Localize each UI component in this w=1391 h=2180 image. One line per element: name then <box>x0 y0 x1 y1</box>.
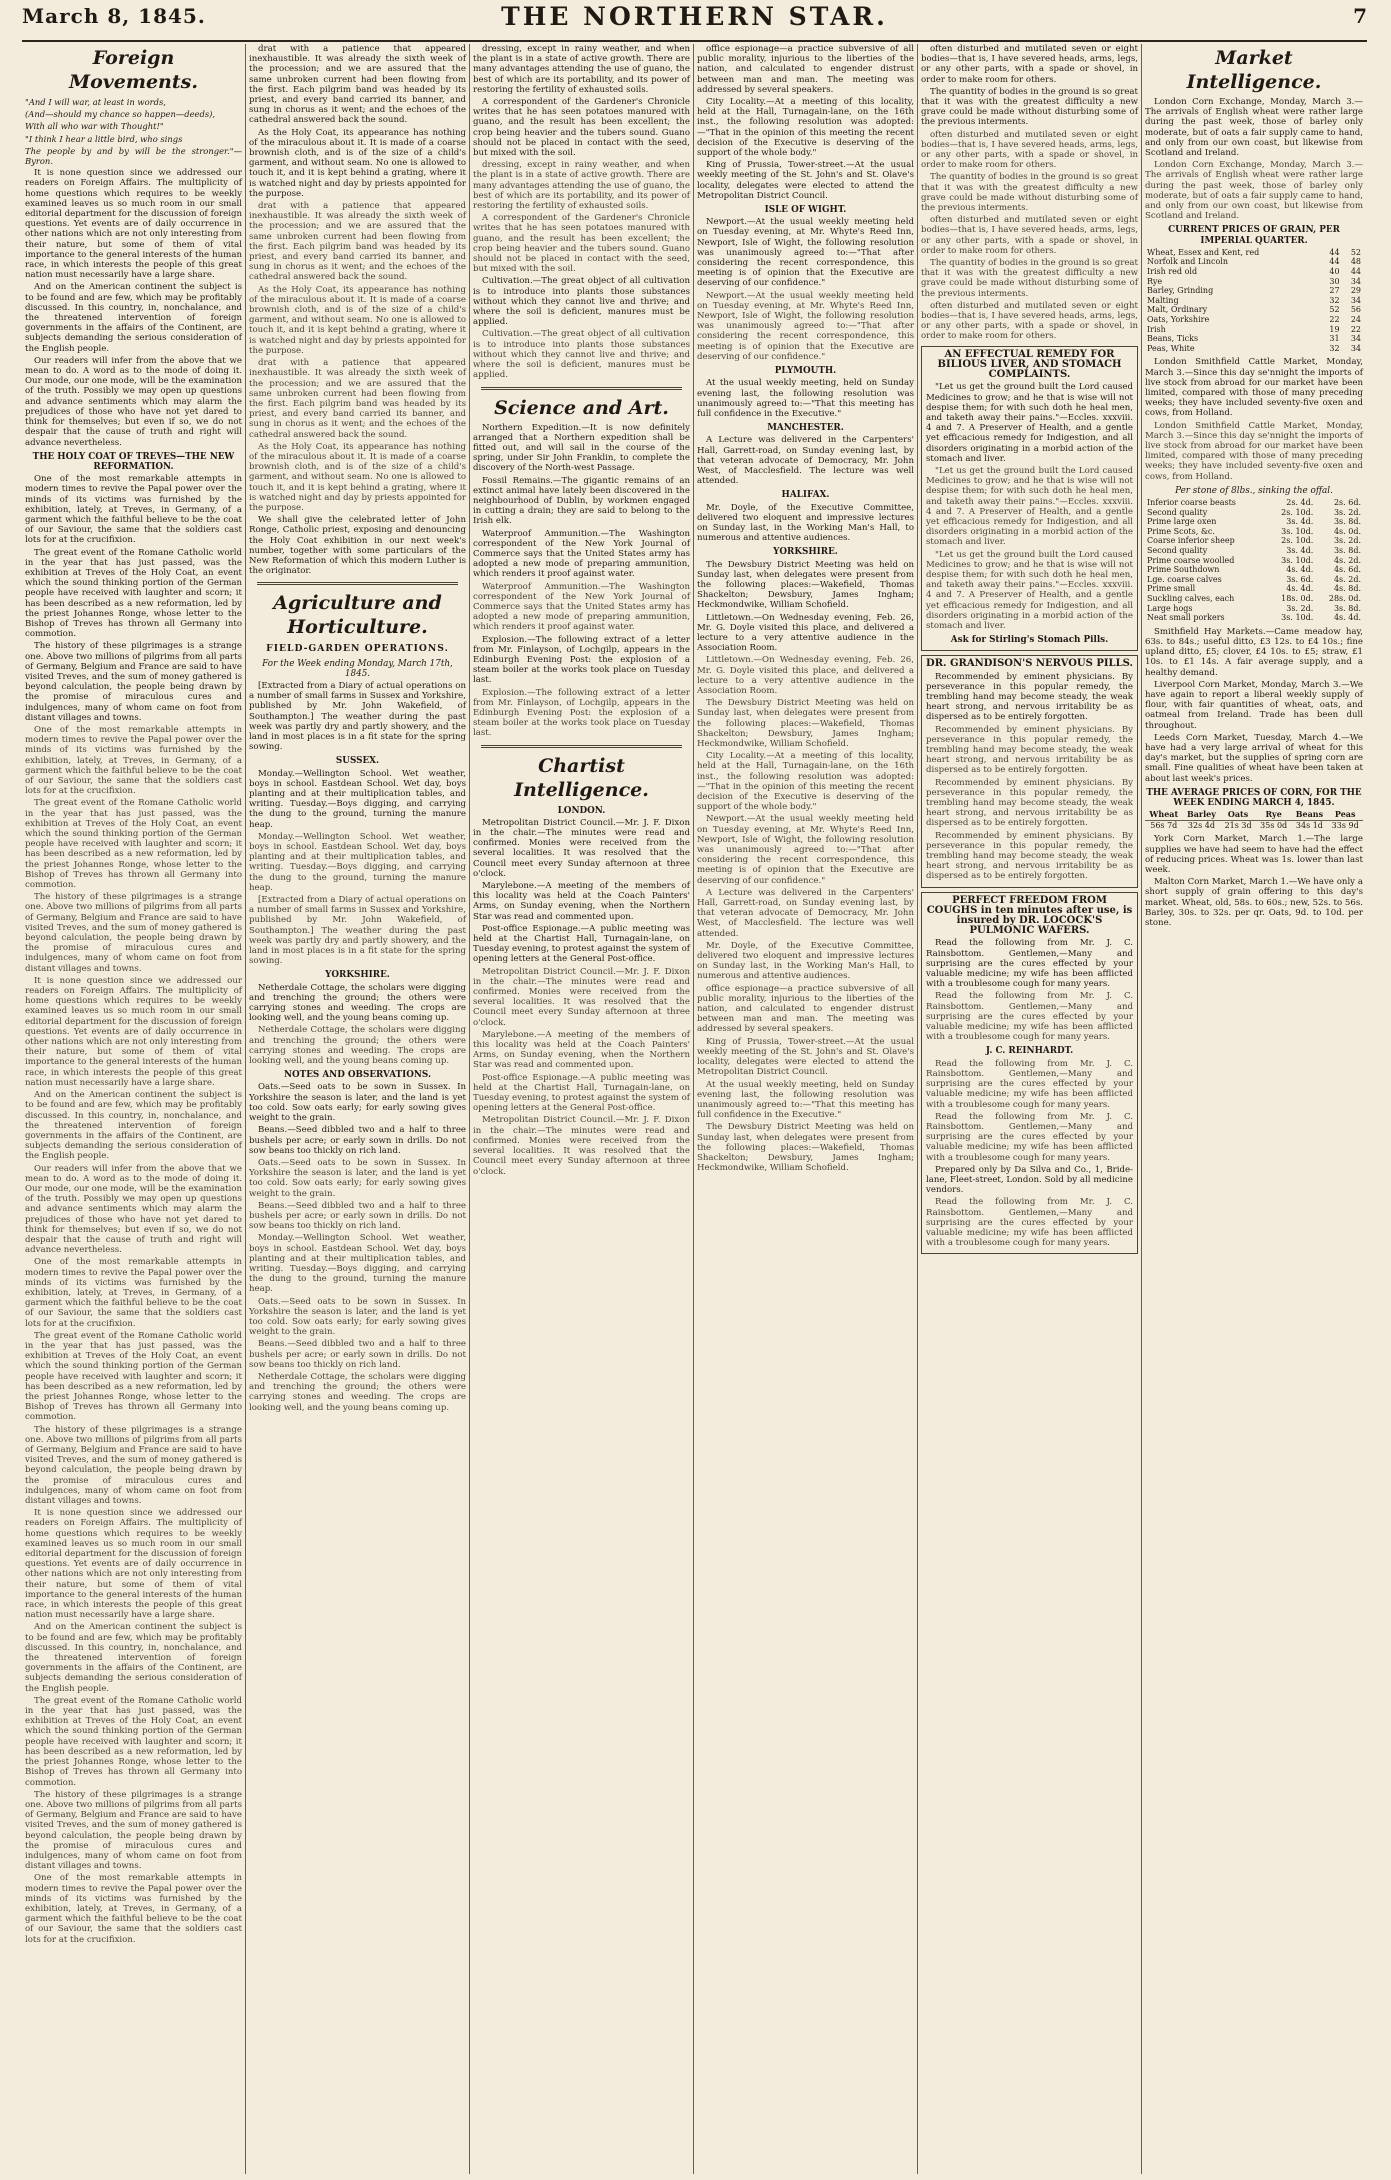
grain-row <box>1145 257 1363 267</box>
price-to: 44 <box>1350 267 1361 277</box>
article-paragraph: Northern Expedition.—It is now definitely arranged that a Northern expedition shall be fitted out, and will sail in the course of the spring, under Sir John Franklin, to complete the discovery of the North-west Passage. <box>473 422 690 474</box>
price-from: 44 <box>1329 257 1340 267</box>
article-paragraph: Liverpool Corn Market, Monday, March 3.—We have again to report a liberal weekly supply of flour, with fair quantities of wheat, oats, and oatmeal from Ireland. Trade has been dull throughout. <box>1145 679 1363 731</box>
price-to: 3s. 2d. <box>1333 507 1361 517</box>
grain-row <box>1145 277 1363 287</box>
section-divider <box>257 582 458 585</box>
article-paragraph: The quantity of bodies in the ground is so great that it was with the greatest difficulty a new grave could be made without disturbing some of the previous interments. <box>921 258 1138 299</box>
row-label: Prime large oxen <box>1147 517 1217 527</box>
article-paragraph: The history of these pilgrimages is a strange one. Above two millions of pilgrims from all parts of Germany, Belgium and France are said to have visited Treves, and the sum of money gathered is beyond calculation, the people being drawn by the promise of miraculous cures and indulgences, many of whom came on foot from distant villages and towns. <box>25 1424 242 1507</box>
article-paragraph: At the usual weekly meeting, held on Sunday evening last, the following resolution was unanimously agreed to:—"That this meeting has full confidence in the Executive." <box>697 378 914 419</box>
article-paragraph: Beans.—Seed dibbled two and a half to three bushels per acre; or early sown in drills. Do not sow beans too thickly on rich land. <box>249 1339 466 1370</box>
price-from: 4s. 4d. <box>1286 565 1314 575</box>
price-from: 40 <box>1329 267 1340 277</box>
county-heading: YORKSHIRE. <box>325 970 390 981</box>
average-value: 21s 3d <box>1224 820 1252 830</box>
price-from: 3s. 10d. <box>1281 555 1314 565</box>
price-from: 22 <box>1329 315 1340 324</box>
newspaper-page <box>22 44 1367 2174</box>
article-paragraph: London Corn Exchange, Monday, March 3.—The arrivals of English wheat were rather large during the past week, those of barley only moderate, but of oats a fair supply came to hand, and only from our own coast, but likewise from Scotland and Ireland. <box>1145 97 1363 159</box>
article-paragraph: [Extracted from a Diary of actual operations on a number of small farms in Sussex and Yorkshire, published by Mr. John Wakefield, of Southampton.] The weather during the past week was partly dry and partly showery, and the land in most places is in a fit state for the spring sowing. <box>249 680 466 753</box>
grain-row <box>1145 315 1363 325</box>
article-paragraph: As the Holy Coat, its appearance has nothing of the miraculous about it. It is made of a coarse brownish cloth, and is of the size of a child's garment, and without seam. No one is allowed to touch it, and it is kept behind a grating, where it is watched night and day by priests appointed for the purpose. <box>249 127 466 199</box>
price-to: 4s. 2d. <box>1333 574 1361 584</box>
article-paragraph: Explosion.—The following extract of a letter from Mr. Finlayson, of Lochgilp, appears in the Edinburgh Evening Post: the explosion of a steam boiler at the works took place on Tuesday last. <box>473 687 690 739</box>
article-paragraph: One of the most remarkable attempts in modern times to revive the Papal power over the minds of its victims was furnished by the exhibition, lately, at Treves, in Germany, of a garment which the faithful believe to be the coat of our Saviour, the same that the soldiers cast lots for at the crucifixion. <box>25 474 242 546</box>
advert-text: Read the following from Mr. J. C. Rainsbottom. Gentlemen,—Many and surprising are the cures effected by your valuable medicine; my wife has been afflicted with a troublesome cough for many years. <box>926 938 1133 990</box>
advert-title: DR. GRANDISON'S NERVOUS PILLS. <box>926 658 1133 670</box>
advert-text: Read the following from Mr. J. C. Rainsbottom. Gentlemen,—Many and surprising are the cures effected by your valuable medicine; my wife has been afflicted with a troublesome cough for many years. <box>926 1058 1133 1110</box>
column-3 <box>470 44 694 2174</box>
section-heading-market: Market Intelligence. <box>1186 47 1322 93</box>
article-paragraph: London Corn Exchange, Monday, March 3.—The arrivals of English wheat were rather large during the past week, those of barley only moderate, but of oats a fair supply came to hand, and only from our own coast, but likewise from Scotland and Ireland. <box>1145 160 1363 222</box>
cattle-row <box>1145 498 1363 508</box>
advert-nervous-pills <box>921 655 1138 887</box>
article-paragraph: One of the most remarkable attempts in modern times to revive the Papal power over the minds of its victims was furnished by the exhibition, lately, at Treves, in Germany, of a garment which the faithful believe to be the coat of our Saviour, the same that the soldiers cast lots for at the crucifixion. <box>25 724 242 797</box>
article-paragraph: dressing, except in rainy weather, and when the plant is in a state of active growth. There are many advantages attending the use of guano, the best of which are its portability, and its power of restoring the fertility of exhausted soils. <box>473 160 690 212</box>
article-paragraph: Waterproof Ammunition.—The Washington correspondent of the New York Journal of Commerce says that the United States army has adopted a new mode of preparing ammunition, which renders it proof against water. <box>473 581 690 633</box>
article-paragraph: City Locality.—At a meeting of this locality, held at the Hall, Turnagain-lane, on the 16th inst., the following resolution was adopted:—"That in the opinion of this meeting the recent decision of the Executive is deserving of the support of the whole body." <box>697 97 914 159</box>
advert-text: Read the following from Mr. J. C. Rainsbottom. Gentlemen,—Many and surprising are the cures effected by your valuable medicine; my wife has been afflicted with a troublesome cough for many years. <box>926 991 1133 1043</box>
advert-text: Recommended by eminent physicians. By perseverance in this popular remedy, the trembling hand may become steady, the weak heart strong, and nervous irritability be as dispersed as to be entirely forgotten. <box>926 777 1133 829</box>
locality-heading: YORKSHIRE. <box>773 547 838 558</box>
grain-price-table <box>1145 248 1363 354</box>
row-label: Oats, Yorkshire <box>1147 315 1210 324</box>
article-paragraph: often disturbed and mutilated seven or eight bodies—that is, I have severed heads, arms, legs, or any other parts, with a spade or shovel, in order to make room for others. <box>921 300 1138 342</box>
page-number: 7 <box>1353 4 1367 28</box>
price-to: 3s. 8d. <box>1333 517 1361 527</box>
article-paragraph: Newport.—At the usual weekly meeting held on Tuesday evening, at Mr. Whyte's Reed Inn, Newport, Isle of Wight, the following resolution was unanimously agreed to:—"That after considering the recent correspondence, this meeting is of opinion that the Executive are deserving of our confidence." <box>697 290 914 362</box>
epigraph-line: With all who war with Thought!" <box>25 121 164 132</box>
price-to: 29 <box>1350 286 1361 296</box>
article-paragraph: Marylebone.—A meeting of the members of this locality was held at the Coach Painters' Arms, on Sunday evening, when the Northern Star was read and commented upon. <box>473 881 690 922</box>
row-label: Barley, Grinding <box>1147 286 1214 296</box>
article-paragraph: Post-office Espionage.—A public meeting was held at the Chartist Hall, Turnagain-lane, on Tuesday evening, to protest against the system of opening letters at the General Post-office. <box>473 923 690 965</box>
column-6 <box>1142 44 1366 2174</box>
article-paragraph: Mr. Doyle, of the Executive Committee, delivered two eloquent and impressive lectures on Sunday last, in the Working Man's Hall, to numerous and attentive audiences. <box>697 502 914 544</box>
article-paragraph: Metropolitan District Council.—Mr. J. F. Dixon in the chair.—The minutes were read and confirmed. Monies were received from the several localities. It was resolved that the Council meet every Sunday afternoon at three o'clock. <box>473 1115 690 1177</box>
row-label: Suckling calves, each <box>1147 593 1235 603</box>
advert-footer: Ask for Stirling's Stomach Pills. <box>950 635 1109 646</box>
column-5 <box>918 44 1142 2174</box>
article-paragraph: And on the American continent the subject is to be found and are few, which may be profitably discussed. In this country, in, nonchalance, and the threatened intervention of foreign governments in the affairs of the Continent, are subjects demanding the serious consideration of the English people. <box>25 282 242 354</box>
advert-text: Recommended by eminent physicians. By perseverance in this popular remedy, the trembling hand may become steady, the weak heart strong, and nervous irritability be as dispersed as to be entirely forgotten. <box>926 830 1133 882</box>
cattle-table-title: Per stone of 8lbs., sinking the offal. <box>1175 485 1333 496</box>
column-4 <box>694 44 918 2174</box>
article-paragraph: As the Holy Coat, its appearance has nothing of the miraculous about it. It is made of a coarse brownish cloth, and is of the size of a child's garment, and without seam. No one is allowed to touch it, and it is kept behind a grating, where it is watched night and day by priests appointed for the purpose. <box>249 284 466 356</box>
article-paragraph: Netherdale Cottage, the scholars were digging and trenching the ground; the others were carrying stones and weeding. The crops are looking well, and the young beans coming up. <box>249 1025 466 1067</box>
article-paragraph: Metropolitan District Council.—Mr. J. F. Dixon in the chair.—The minutes were read and confirmed. Monies were received from the several localities. It was resolved that the Council meet every Sunday afternoon at three o'clock. <box>473 966 690 1028</box>
price-from: 2s. 10d. <box>1281 507 1314 517</box>
article-paragraph: Cultivation.—The great object of all cultivation is to introduce into plants those substances without which they cannot live and thrive; and where the soil is deficient, manures must be applied. <box>473 329 690 381</box>
price-from: 30 <box>1329 276 1340 286</box>
section-heading-agriculture: Agriculture and Horticulture. <box>273 592 442 639</box>
article-paragraph: Oats.—Seed oats to be sown in Sussex. In Yorkshire the season is later, and the land is yet too cold. Sow oats early; for early sowing gives weight to the grain. <box>249 1082 466 1124</box>
price-to: 4s. 2d. <box>1333 555 1361 565</box>
price-from: 4s. 4d. <box>1286 584 1314 594</box>
price-from: 32 <box>1329 295 1340 305</box>
article-paragraph: A correspondent of the Gardener's Chronicle writes that he has seen potatoes manured with guano, and the result has been excellent; the crop being heavier and the tubers sound. Guano should not be placed in contact with the seed, but mixed with the soil. <box>473 97 690 159</box>
cattle-row <box>1145 594 1363 604</box>
article-paragraph: The great event of the Romane Catholic world in the year that has just passed, was the exhibition at Treves of the Holy Coat, an event which the sound thinking portion of the German people have received with laughter and scorn; it has been described as a new reformation, led by the priest Johannes Ronge, whose letter to the Bishop of Treves has thrown all Germany into commotion. <box>25 547 242 640</box>
article-paragraph: Littletown.—On Wednesday evening, Feb. 26, Mr. G. Doyle visited this place, and delivered a lecture to a very attentive audience in the Association Room. <box>697 612 914 654</box>
grain-row <box>1145 325 1363 335</box>
average-column-header: Peas <box>1327 810 1363 820</box>
cattle-row <box>1145 604 1363 614</box>
cattle-row <box>1145 613 1363 623</box>
article-paragraph: Beans.—Seed dibbled two and a half to three bushels per acre; or early sown in drills. Do not sow beans too thickly on rich land. <box>249 1200 466 1232</box>
article-paragraph: Leeds Corn Market, Tuesday, March 4.—We have had a very large arrival of wheat for this day's market, but the supplies of spring corn are small. Fine qualities of wheat have been taken at about last week's prices. <box>1145 732 1363 784</box>
section-heading-foreign: Foreign Movements. <box>69 47 198 93</box>
subheading-holy-coat: THE HOLY COAT OF TREVES—THE NEW REFORMATION. <box>32 451 235 472</box>
article-paragraph: One of the most remarkable attempts in modern times to revive the Papal power over the minds of its victims was furnished by the exhibition, lately, at Treves, in Germany, of a garment which the faithful believe to be the coat of our Saviour, the same that the soldiers cast lots for at the crucifixion. <box>25 1257 242 1329</box>
row-label: Large hogs <box>1147 603 1193 613</box>
average-value: 35s 0d <box>1260 820 1288 830</box>
article-paragraph: The Dewsbury District Meeting was held on Sunday last, when delegates were present from the following places:—Wakefield, Thomas Shackelton; Dewsbury, James Ingham; Heckmondwike, William Schofield. <box>697 698 914 749</box>
price-from: 32 <box>1329 343 1340 353</box>
article-paragraph: Oats.—Seed oats to be sown in Sussex. In Yorkshire the season is later, and the land is yet too cold. Sow oats early; for early sowing gives weight to the grain. <box>249 1296 466 1338</box>
article-paragraph: office espionage—a practice subversive of all public morality, injurious to the liberties of the nation, and calculated to engender distrust between man and man. The meeting was addressed by several speakers. <box>697 983 914 1035</box>
cattle-row <box>1145 575 1363 585</box>
article-paragraph: York Corn Market, March 1.—The large supplies we have had seem to have had the effect of reducing prices. Wheat was 1s. lower than last week. <box>1145 834 1363 875</box>
article-paragraph: A Lecture was delivered in the Carpenters' Hall, Garrett-road, on Sunday evening last, by that veteran advocate of Democracy, Mr. John West, of Macclesfield. The lecture was well attended. <box>697 435 914 487</box>
article-paragraph: The quantity of bodies in the ground is so great that it was with the greatest difficulty a new grave could be made without disturbing some of the previous interments. <box>921 86 1138 128</box>
row-label: Malt, Ordinary <box>1147 305 1208 315</box>
row-label: Lge. coarse calves <box>1147 574 1222 584</box>
article-paragraph: often disturbed and mutilated seven or eight bodies—that is, I have severed heads, arms, legs, or any other parts, with a spade or shovel, in order to make room for others. <box>921 129 1138 171</box>
price-from: 3s. 4d. <box>1286 545 1314 555</box>
cattle-row <box>1145 508 1363 518</box>
article-paragraph: The history of these pilgrimages is a strange one. Above two millions of pilgrims from all parts of Germany, Belgium and France are said to have visited Treves, and the sum of money gathered is beyond calculation, the people being drawn by the promise of miraculous cures and indulgences, many of whom came on foot from distant villages and towns. <box>25 892 242 974</box>
locality-heading: PLYMOUTH. <box>774 366 837 377</box>
section-divider <box>481 745 682 748</box>
advert-title: AN EFFECTUAL REMEDY FOR BILIOUS LIVER, AND STOMACH COMPLAINTS. <box>937 348 1122 381</box>
row-label: Prime small <box>1147 584 1196 594</box>
advert-pulmonic-wafers <box>921 892 1138 1255</box>
advert-text: Recommended by eminent physicians. By perseverance in this popular remedy, the trembling hand may become steady, the weak heart strong, and nervous irritability be as dispersed as to be entirely forgotten. <box>926 724 1133 776</box>
price-to: 4s. 4d. <box>1333 613 1361 623</box>
article-paragraph: Oats.—Seed oats to be sown in Sussex. In Yorkshire the season is later, and the land is yet too cold. Sow oats early; for early sowing gives weight to the grain. <box>249 1157 466 1199</box>
average-value: 56s 7d <box>1150 820 1178 830</box>
county-heading: SUSSEX. <box>335 756 380 767</box>
article-paragraph: Malton Corn Market, March 1.—We have only a short supply of grain offering to this day's market. Wheat, old, 58s. to 60s.; new, 52s. to 56s. Barley, 30s. to 32s. per qr. Oats, 9d. to 10d. per stone. <box>1145 877 1363 928</box>
article-paragraph: Monday.—Wellington School. Wet weather, boys in school. Eastdean School. Wet day, boys planting and at their multiplication tables, and writing. Tuesday.—Boys digging, and carrying the dung to the ground, turning the manure heap. <box>249 768 466 830</box>
article-paragraph: Metropolitan District Council.—Mr. J. F. Dixon in the chair.—The minutes were read and confirmed. Monies were received from the several localities. It was resolved that the Council meet every Sunday afternoon at three o'clock. <box>473 817 690 879</box>
issue-date: March 8, 1845. <box>22 4 206 28</box>
grain-row <box>1145 267 1363 277</box>
price-to: 56 <box>1350 305 1361 315</box>
epigraph <box>25 97 242 166</box>
article-paragraph: Monday.—Wellington School. Wet weather, boys in school. Eastdean School. Wet day, boys planting and at their multiplication tables, and writing. Tuesday.—Boys digging, and carrying the dung to the ground, turning the manure heap. <box>249 831 466 893</box>
price-from: 3s. 6d. <box>1286 574 1314 584</box>
price-from: 2s. 10d. <box>1281 536 1314 546</box>
price-from: 19 <box>1329 324 1340 334</box>
average-column-header: Oats <box>1220 810 1256 820</box>
price-from: 44 <box>1329 247 1340 257</box>
grain-row <box>1145 305 1363 315</box>
row-label: Prime coarse woolled <box>1147 555 1235 565</box>
article-paragraph: King of Prussia, Tower-street.—At the usual weekly meeting of the St. John's and St. Olave's locality, delegates were elected to attend the Metropolitan District Council. <box>697 1036 914 1078</box>
row-label: Prime Southdown <box>1147 565 1220 575</box>
article-paragraph: Our readers will infer from the above that we mean to do. A word as to the mode of doing it. Our mode, our one mode, will be the examination of the truth. Possibly we may open up questions and advance sentiments which may alarm the prejudices of those who have not yet dared to think for themselves; but even if so, we do not despair that the cause of truth and right will advance nevertheless. <box>25 355 242 448</box>
locality-heading: ISLE OF WIGHT. <box>764 205 847 216</box>
article-paragraph: The great event of the Romane Catholic world in the year that has just passed, was the exhibition at Treves of the Holy Coat, an event which the sound thinking portion of the German people have received with laughter and scorn; it has been described as a new reformation, led by the priest Johannes Ronge, whose letter to the Bishop of Treves has thrown all Germany into commotion. <box>25 798 242 891</box>
advert-footer: Prepared only by Da Silva and Co., 1, Bride-lane, Fleet-street, London. Sold by all medicine vendors. <box>926 1164 1133 1196</box>
week-note: For the Week ending Monday, March 17th, 1845. <box>262 658 453 679</box>
row-label: Irish red old <box>1147 267 1198 277</box>
epigraph-line: "And I will war, at least in words, <box>25 97 166 107</box>
locality-heading: LONDON. <box>557 805 606 816</box>
average-column-header: Barley <box>1183 810 1221 820</box>
article-paragraph: London Smithfield Cattle Market, Monday, March 3.—Since this day se'nnight the imports of live stock from abroad for our market have been limited, compared with those of many preceding weeks; they have included seventy-five oxen and cows, from Holland. <box>1145 420 1363 482</box>
article-paragraph: Cultivation.—The great object of all cultivation is to introduce into plants those substances without which they cannot live and thrive; and where the soil is deficient, manures must be applied. <box>473 276 690 328</box>
epigraph-line: The people by and by will be the stronger."—Byron. <box>25 145 242 167</box>
article-paragraph: We shall give the celebrated letter of John Ronge, Catholic priest, exposing and denouncing the Holy Coat exhibition in our next week's number, together with some particulars of the New Reformation of which this modern Luther is the originator. <box>249 515 466 577</box>
row-label: Inferior coarse beasts <box>1147 498 1236 508</box>
average-column-header: Beans <box>1291 810 1327 820</box>
row-label: Rye <box>1147 276 1163 286</box>
cattle-row <box>1145 584 1363 594</box>
subheading-field-garden: FIELD-GARDEN OPERATIONS. <box>266 643 449 655</box>
article-paragraph: Monday.—Wellington School. Wet weather, boys in school. Eastdean School. Wet day, boys planting and at their multiplication tables, and writing. Tuesday.—Boys digging, and carrying the dung to the ground, turning the manure heap. <box>249 1233 466 1295</box>
column-1 <box>22 44 246 2174</box>
row-label: Malting <box>1147 295 1179 305</box>
price-to: 4s. 6d. <box>1333 565 1361 575</box>
article-paragraph: The Dewsbury District Meeting was held on Sunday last, when delegates were present from the following places:—Wakefield, Thomas Shackelton; Dewsbury, James Ingham; Heckmondwike, William Schofield. <box>697 559 914 611</box>
row-label: Norfolk and Lincoln <box>1147 257 1228 267</box>
article-paragraph: Post-office Espionage.—A public meeting was held at the Chartist Hall, Turnagain-lane, on Tuesday evening, to protest against the system of opening letters at the General Post-office. <box>473 1072 690 1114</box>
price-to: 24 <box>1350 315 1361 324</box>
price-to: 34 <box>1350 276 1361 286</box>
locality-heading: HALIFAX. <box>781 490 830 501</box>
row-label: Second quality <box>1147 507 1208 517</box>
price-to: 3s. 8d. <box>1333 545 1361 555</box>
cattle-row <box>1145 556 1363 566</box>
price-from: 3s. 10d. <box>1281 526 1314 536</box>
article-paragraph: Our readers will infer from the above that we mean to do. A word as to the mode of doing it. Our mode, our one mode, will be the examination of the truth. Possibly we may open up questions and advance sentiments which may alarm the prejudices of those who have not yet dared to think for themselves; but even if so, we do not despair that the cause of truth and right will advance nevertheless. <box>25 1163 242 1256</box>
price-to: 48 <box>1350 257 1361 267</box>
price-from: 27 <box>1329 286 1340 296</box>
price-to: 22 <box>1350 324 1361 334</box>
average-value: 34s 1d <box>1295 820 1323 830</box>
cattle-row <box>1145 536 1363 546</box>
article-paragraph: The quantity of bodies in the ground is so great that it was with the greatest difficulty a new grave could be made without disturbing some of the previous interments. <box>921 172 1138 214</box>
section-heading-science: Science and Art. <box>494 396 669 419</box>
grain-row <box>1145 248 1363 258</box>
row-label: Neat small porkers <box>1147 613 1225 623</box>
price-to: 52 <box>1350 247 1361 257</box>
cattle-row <box>1145 527 1363 537</box>
article-paragraph: King of Prussia, Tower-street.—At the usual weekly meeting of the St. John's and St. Olave's locality, delegates were elected to attend the Metropolitan District Council. <box>697 160 914 201</box>
price-from: 3s. 10d. <box>1281 613 1314 623</box>
article-paragraph: drat with a patience that appeared inexhaustible. It was already the sixth week of the procession; and we are assured that the same unbroken current had been flowing from the first. Each pilgrim band was headed by its priest, and every band carried its banner, and sung in chorus as it went; and the echoes of the cathedral answered back the sound. <box>249 44 466 126</box>
row-label: Second quality <box>1147 545 1208 555</box>
article-paragraph: often disturbed and mutilated seven or eight bodies—that is, I have severed heads, arms, legs, or any other parts, with a spade or shovel, in order to make room for others. <box>921 44 1138 85</box>
price-to: 4s. 8d. <box>1333 584 1361 594</box>
column-2 <box>246 44 470 2174</box>
advert-bilious-remedy <box>921 346 1138 652</box>
article-paragraph: often disturbed and mutilated seven or eight bodies—that is, I have severed heads, arms, legs, or any other parts, with a spade or shovel, in order to make room for others. <box>921 215 1138 256</box>
grain-row <box>1145 334 1363 344</box>
article-paragraph: The history of these pilgrimages is a strange one. Above two millions of pilgrims from all parts of Germany, Belgium and France are said to have visited Treves, and the sum of money gathered is beyond calculation, the people being drawn by the promise of miraculous cures and indulgences, many of whom came on foot from distant villages and towns. <box>25 1789 242 1872</box>
article-paragraph: Explosion.—The following extract of a letter from Mr. Finlayson, of Lochgilp, appears in the Edinburgh Evening Post: the explosion of a steam boiler at the works took place on Tuesday last. <box>473 634 690 686</box>
article-paragraph: dressing, except in rainy weather, and when the plant is in a state of active growth. There are many advantages attending the use of guano, the best of which are its portability, and its power of restoring the fertility of exhausted soils. <box>473 44 690 95</box>
advert-text: Recommended by eminent physicians. By perseverance in this popular remedy, the trembling hand may become steady, the weak heart strong, and nervous irritability be as dispersed as to be entirely forgotten. <box>926 671 1133 723</box>
advert-text: "Let us get the ground built the Lord caused Medicines to grow; and he that is wise will not despise them; for with such doth he heal men, and taketh away their pains."—Eccles. xxxviii. 4 and 7. A Preserver of Health, and a gentle yet efficacious remedy for Indigestion, and all disorders originating in a morbid action of the stomach and liver. <box>926 382 1133 464</box>
cattle-price-table <box>1145 498 1363 623</box>
article-paragraph: [Extracted from a Diary of actual operations on a number of small farms in Sussex and Yorkshire, published by Mr. John Wakefield, of Southampton.] The weather during the past week was partly dry and partly showery, and the land in most places is in a fit state for the spring sowing. <box>249 895 466 967</box>
row-label: Peas, White <box>1147 343 1195 353</box>
price-from: 2s. 4d. <box>1286 498 1314 508</box>
masthead <box>22 0 1367 42</box>
article-paragraph: As the Holy Coat, its appearance has nothing of the miraculous about it. It is made of a coarse brownish cloth, and is of the size of a child's garment, and without seam. No one is allowed to touch it, and it is kept behind a grating, where it is watched night and day by priests appointed for the purpose. <box>249 441 466 513</box>
cattle-row <box>1145 565 1363 575</box>
grain-row <box>1145 296 1363 306</box>
grain-row <box>1145 286 1363 296</box>
section-heading-chartist: Chartist Intelligence. <box>514 754 649 801</box>
average-prices-title: THE AVERAGE PRICES OF CORN, FOR THE WEEK ENDING MARCH 4, 1845. <box>1146 787 1362 808</box>
article-paragraph: Fossil Remains.—The gigantic remains of an extinct animal have lately been discovered in the neighbourhood of Dublin, by workmen engaged in cutting a drain; they are said to belong to the Irish elk. <box>473 475 690 527</box>
advert-title: PERFECT FREEDOM FROM COUGHS in ten minutes after use, is insured by DR. LOCOCK'S PULMONIC WAFERS. <box>926 894 1133 937</box>
price-to: 3s. 2d. <box>1333 536 1361 546</box>
article-paragraph: drat with a patience that appeared inexhaustible. It was already the sixth week of the procession; and we are assured that the same unbroken current had been flowing from the first. Each pilgrim band was headed by its priest, and every band carried its banner, and sung in chorus as it went; and the echoes of the cathedral answered back the sound. <box>249 358 466 440</box>
advert-text: Read the following from Mr. J. C. Rainsbottom. Gentlemen,—Many and surprising are the cures effected by your valuable medicine; my wife has been afflicted with a troublesome cough for many years. <box>926 1197 1133 1249</box>
notes-heading: NOTES AND OBSERVATIONS. <box>283 1070 432 1081</box>
locality-heading: MANCHESTER. <box>767 423 844 434</box>
cattle-row <box>1145 517 1363 527</box>
price-to: 3s. 8d. <box>1333 603 1361 613</box>
price-to: 2s. 6d. <box>1333 498 1361 508</box>
price-to: 4s. 0d. <box>1333 526 1361 536</box>
article-paragraph: A Lecture was delivered in the Carpenters' Hall, Garrett-road, on Sunday evening last, by that veteran advocate of Democracy, Mr. John West, of Macclesfield. The lecture was well attended. <box>697 887 914 939</box>
row-label: Prime Scots, &c. <box>1147 526 1215 536</box>
article-paragraph: The Dewsbury District Meeting was held on Sunday last, when delegates were present from the following places:—Wakefield, Thomas Shackelton; Dewsbury, James Ingham; Heckmondwike, William Schofield. <box>697 1122 914 1174</box>
article-paragraph: It is none question since we addressed our readers on Foreign Affairs. The multiplicity of home questions which requires to be weekly examined leaves us so much room in our small editorial department for the discussion of foreign questions. Yet events are of daily occurrence in other nations which are not only interesting from their nature, but some of them of vital importance to the general interests of the human race, in which interests the people of this great nation must necessarily have a large share. <box>25 1508 242 1621</box>
article-paragraph: A correspondent of the Gardener's Chronicle writes that he has seen potatoes manured with guano, and the result has been excellent; the crop being heavier and the tubers sound. Guano should not be placed in contact with the seed, but mixed with the soil. <box>473 213 690 275</box>
article-paragraph: It is none question since we addressed our readers on Foreign Affairs. The multiplicity of home questions which requires to be weekly examined leaves us so much room in our small editorial department for the discussion of foreign questions. Yet events are of daily occurrence in other nations which are not only interesting from their nature, but some of them of vital importance to the general interests of the human race, in which interests the people of this great nation must necessarily have a large share. <box>25 168 242 281</box>
price-from: 3s. 4d. <box>1286 517 1314 527</box>
article-paragraph: Smithfield Hay Markets.—Came meadow hay, 63s. to 84s.; useful ditto, £3 12s. to £4 10s.; fine upland ditto, £5; clover, £4 10s. to £5; straw, £1 10s. to £1 14s. A fair average supply, and a healthy demand. <box>1145 626 1363 678</box>
article-paragraph: And on the American continent the subject is to be found and are few, which may be profitably discussed. In this country, in, nonchalance, and the threatened intervention of foreign governments in the affairs of the Continent, are subjects demanding the serious consideration of the English people. <box>25 1622 242 1694</box>
article-paragraph: One of the most remarkable attempts in modern times to revive the Papal power over the minds of its victims was furnished by the exhibition, lately, at Treves, in Germany, of a garment which the faithful believe to be the coat of our Saviour, the same that the soldiers cast lots for at the crucifixion. <box>25 1873 242 1945</box>
average-value: 33s 9d <box>1331 820 1359 830</box>
average-value: 32s 4d <box>1187 820 1215 830</box>
average-column-header: Rye <box>1256 810 1292 820</box>
advert-text: "Let us get the ground built the Lord caused Medicines to grow; and he that is wise will not despise them; for with such doth he heal men, and taketh away their pains."—Eccles. xxxviii. 4 and 7. A Preserver of Health, and a gentle yet efficacious remedy for Indigestion, and all disorders originating in a morbid action of the stomach and liver. <box>926 465 1133 548</box>
article-paragraph: Netherdale Cottage, the scholars were digging and trenching the ground; the others were carrying stones and weeding. The crops are looking well, and the young beans coming up. <box>249 982 466 1024</box>
advert-signature: J. C. REINHARDT. <box>985 1046 1074 1057</box>
row-label: Coarse inferior sheep <box>1147 536 1235 546</box>
epigraph-line: (And—should my chance so happen—deeds), <box>25 109 216 120</box>
advert-text: "Let us get the ground built the Lord caused Medicines to grow; and he that is wise will not despise them; for with such doth he heal men, and taketh away their pains."—Eccles. xxxviii. 4 and 7. A Preserver of Health, and a gentle yet efficacious remedy for Indigestion, and all disorders originating in a morbid action of the stomach and liver. <box>926 549 1133 631</box>
row-label: Wheat, Essex and Kent, red <box>1147 247 1260 257</box>
article-paragraph: London Smithfield Cattle Market, Monday, March 3.—Since this day se'nnight the imports of live stock from abroad for our market have been limited, compared with those of many preceding weeks; they have included seventy-five oxen and cows, from Holland. <box>1145 357 1363 419</box>
row-label: Beans, Ticks <box>1147 334 1199 344</box>
article-paragraph: Newport.—At the usual weekly meeting held on Tuesday evening, at Mr. Whyte's Reed Inn, Newport, Isle of Wight, the following resolution was unanimously agreed to:—"That after considering the recent correspondence, this meeting is of opinion that the Executive are deserving of our confidence." <box>697 217 914 289</box>
article-paragraph: Netherdale Cottage, the scholars were digging and trenching the ground; the others were carrying stones and weeding. The crops are looking well, and the young beans coming up. <box>249 1371 466 1413</box>
section-divider <box>481 387 682 390</box>
article-paragraph: office espionage—a practice subversive of all public morality, injurious to the liberties of the nation, and calculated to engender distrust between man and man. The meeting was addressed by several speakers. <box>697 44 914 95</box>
article-paragraph: At the usual weekly meeting, held on Sunday evening last, the following resolution was unanimously agreed to:—"That this meeting has full confidence in the Executive." <box>697 1079 914 1121</box>
price-to: 34 <box>1350 295 1361 305</box>
price-from: 18s. 0d. <box>1281 593 1314 603</box>
price-to: 34 <box>1350 343 1361 353</box>
price-to: 34 <box>1350 334 1361 344</box>
article-paragraph: City Locality.—At a meeting of this locality, held at the Hall, Turnagain-lane, on the 16th inst., the following resolution was adopted:—"That in the opinion of this meeting the recent decision of the Executive is deserving of the support of the whole body." <box>697 751 914 813</box>
epigraph-line: "I think I hear a little bird, who sings <box>25 133 183 144</box>
article-paragraph: drat with a patience that appeared inexhaustible. It was already the sixth week of the procession; and we are assured that the same unbroken current had been flowing from the first. Each pilgrim band was headed by its priest, and every band carried its banner, and sung in chorus as it went; and the echoes of the cathedral answered back the sound. <box>249 201 466 283</box>
grain-row <box>1145 344 1363 354</box>
article-paragraph: Marylebone.—A meeting of the members of this locality was held at the Coach Painters' Arms, on Sunday evening, when the Northern Star was read and commented upon. <box>473 1029 690 1071</box>
average-prices-table <box>1145 810 1363 830</box>
price-from: 3s. 2d. <box>1286 603 1314 613</box>
cattle-row <box>1145 546 1363 556</box>
advert-text: Read the following from Mr. J. C. Rainsbottom. Gentlemen,—Many and surprising are the cures effected by your valuable medicine; my wife has been afflicted with a troublesome cough for many years. <box>926 1111 1133 1163</box>
article-paragraph: Newport.—At the usual weekly meeting held on Tuesday evening, at Mr. Whyte's Reed Inn, Newport, Isle of Wight, the following resolution was unanimously agreed to:—"That after considering the recent correspondence, this meeting is of opinion that the Executive are deserving of our confidence." <box>697 814 914 886</box>
row-label: Irish <box>1147 324 1166 334</box>
grain-table-title: CURRENT PRICES OF GRAIN, PER IMPERIAL QUARTER. <box>1168 225 1340 246</box>
article-paragraph: Mr. Doyle, of the Executive Committee, delivered two eloquent and impressive lectures on Sunday last, in the Working Man's Hall, to numerous and attentive audiences. <box>697 940 914 982</box>
article-paragraph: It is none question since we addressed our readers on Foreign Affairs. The multiplicity of home questions which requires to be weekly examined leaves us so much room in our small editorial department for the discussion of foreign questions. Yet events are of daily occurrence in other nations which are not only interesting from their nature, but some of them of vital importance to the general interests of the human race, in which interests the people of this great nation must necessarily have a large share. <box>25 975 242 1088</box>
price-from: 52 <box>1329 305 1340 315</box>
article-paragraph: The great event of the Romane Catholic world in the year that has just passed, was the exhibition at Treves of the Holy Coat, an event which the sound thinking portion of the German people have received with laughter and scorn; it has been described as a new reformation, led by the priest Johannes Ronge, whose letter to the Bishop of Treves has thrown all Germany into commotion. <box>25 1330 242 1423</box>
average-column-header: Wheat <box>1145 810 1183 820</box>
price-from: 31 <box>1329 334 1340 344</box>
newspaper-title: THE NORTHERN STAR. <box>501 2 888 31</box>
price-to: 28s. 0d. <box>1328 593 1361 603</box>
article-paragraph: Littletown.—On Wednesday evening, Feb. 26, Mr. G. Doyle visited this place, and delivered a lecture to a very attentive audience in the Association Room. <box>697 655 914 696</box>
article-paragraph: Waterproof Ammunition.—The Washington correspondent of the New York Journal of Commerce says that the United States army has adopted a new mode of preparing ammunition, which renders it proof against water. <box>473 528 690 580</box>
article-paragraph: The great event of the Romane Catholic world in the year that has just passed, was the exhibition at Treves of the Holy Coat, an event which the sound thinking portion of the German people have received with laughter and scorn; it has been described as a new reformation, led by the priest Johannes Ronge, whose letter to the Bishop of Treves has thrown all Germany into commotion. <box>25 1695 242 1788</box>
article-paragraph: The history of these pilgrimages is a strange one. Above two millions of pilgrims from all parts of Germany, Belgium and France are said to have visited Treves, and the sum of money gathered is beyond calculation, the people being drawn by the promise of miraculous cures and indulgences, many of whom came on foot from distant villages and towns. <box>25 641 242 723</box>
article-paragraph: And on the American continent the subject is to be found and are few, which may be profitably discussed. In this country, in, nonchalance, and the threatened intervention of foreign governments in the affairs of the Continent, are subjects demanding the serious consideration of the English people. <box>25 1090 242 1162</box>
article-paragraph: Beans.—Seed dibbled two and a half to three bushels per acre; or early sown in drills. Do not sow beans too thickly on rich land. <box>249 1125 466 1156</box>
